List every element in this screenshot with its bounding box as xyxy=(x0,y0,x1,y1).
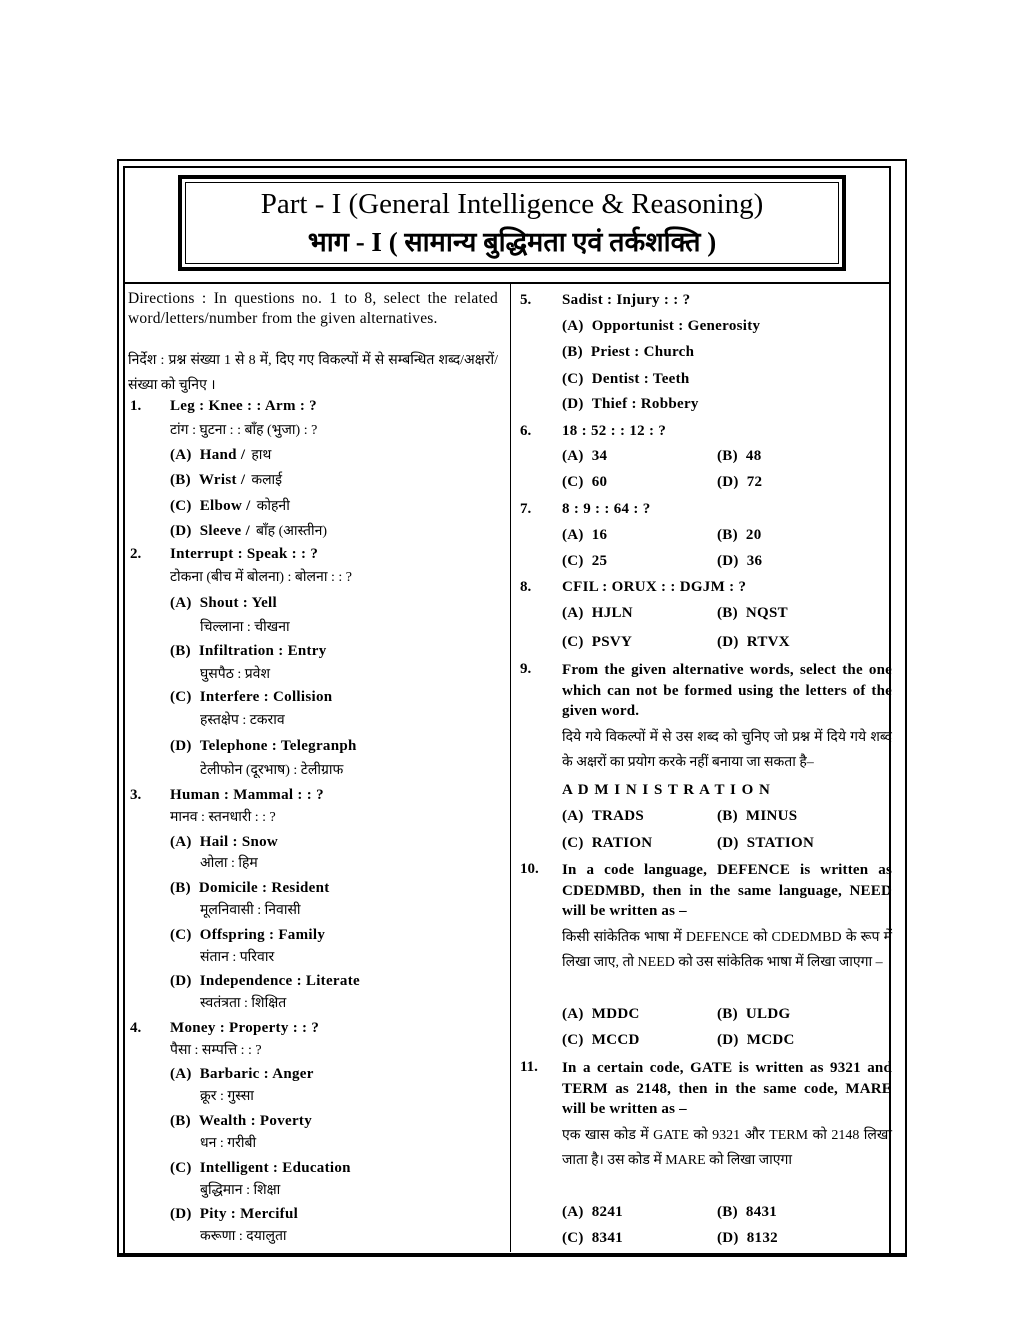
question-number: 9. xyxy=(520,661,532,677)
option-text-hi: क्रूर : गुस्सा xyxy=(200,1089,254,1104)
option-label: (C) xyxy=(170,1160,192,1176)
option-text-hi: बाँह (आस्तीन) xyxy=(256,524,328,539)
option xyxy=(562,552,607,570)
option-text-en: Intelligent : Education xyxy=(199,1160,351,1176)
option-text-en: Offspring : Family xyxy=(199,927,326,943)
header-bottom-rule xyxy=(123,282,891,284)
option-text-en: MINUS xyxy=(745,808,798,824)
option-0 xyxy=(170,1065,314,1083)
question-text-en: In a code language, DEFENCE is written as CDEDMBD, then in the same language, NEED will be written as – xyxy=(562,862,892,919)
question-number: 8. xyxy=(520,579,532,595)
option xyxy=(717,834,814,852)
option xyxy=(562,1005,640,1023)
option-3 xyxy=(170,972,360,990)
option-label: (A) xyxy=(562,448,584,464)
option-text-en: Opportunist : Generosity xyxy=(591,318,761,334)
section-header-box xyxy=(178,175,846,271)
question-text-hi: एक खास कोड में GATE को 9321 और TERM को 2148 लिखा जाता है। उस कोड में MARE को लिखा जाएगा xyxy=(562,1128,892,1168)
option-text-en: NQST xyxy=(745,605,788,621)
option-text-en: Hand / xyxy=(199,447,246,463)
option-2 xyxy=(170,688,332,706)
option-text-en: Interfere : Collision xyxy=(199,689,333,705)
question-text-hi: दिये गये विकल्पों में से उस शब्द को चुनिए जो प्रश्न में दिये गये शब्द के अक्षरों का प्रयोग करके नहीं बनाया जा सकता है– xyxy=(562,730,892,770)
option-label: (D) xyxy=(170,738,192,754)
question-text-hi: किसी सांकेतिक भाषा में DEFENCE को CDEDMBD के रूप में लिखा जाए, तो NEED को उस सांकेतिक भाषा में लिखा जाएगा – xyxy=(562,930,892,970)
question-text-en: Money : Property : : ? xyxy=(170,1020,320,1036)
option-2 xyxy=(170,497,290,516)
option-label: (C) xyxy=(170,498,192,514)
option-text-en: MDDC xyxy=(591,1006,640,1022)
option-0 xyxy=(170,833,278,851)
option-1 xyxy=(170,879,330,897)
option-label: (D) xyxy=(562,396,584,412)
option-text-en: RTVX xyxy=(746,634,790,650)
question-number: 3. xyxy=(130,787,142,803)
option xyxy=(717,633,790,651)
option-text-en: 48 xyxy=(745,448,762,464)
question-text-en: In a certain code, GATE is written as 9321 and TERM as 2148, then in the same code, MARE will be written as – xyxy=(562,1060,892,1117)
option-label: (C) xyxy=(562,474,584,490)
question-text-en: CFIL : ORUX : : DGJM : ? xyxy=(562,579,747,595)
option-label: (B) xyxy=(562,344,583,360)
option-text-en: 8132 xyxy=(746,1230,778,1246)
option xyxy=(562,1031,640,1049)
option-text-en: 16 xyxy=(591,527,608,543)
option-text-en: Dentist : Teeth xyxy=(591,371,690,387)
frame-bottom xyxy=(117,1253,907,1257)
option-label: (B) xyxy=(717,605,738,621)
column-divider xyxy=(510,284,511,1252)
question-number: 7. xyxy=(520,501,532,517)
option-label: (A) xyxy=(562,1006,584,1022)
option-text-en: 60 xyxy=(591,474,608,490)
option-text-en: Sleeve / xyxy=(199,523,251,539)
option-label: (A) xyxy=(562,318,584,334)
option-label: (D) xyxy=(717,474,739,490)
option-label: (A) xyxy=(170,595,192,611)
option-2 xyxy=(170,926,325,944)
option-text-en: Barbaric : Anger xyxy=(199,1066,314,1082)
option xyxy=(717,447,762,465)
option-text-hi: मूलनिवासी : निवासी xyxy=(200,903,301,918)
option-text-hi: स्वतंत्रता : शिक्षित xyxy=(200,996,287,1011)
option-text-hi: धन : गरीबी xyxy=(200,1136,257,1151)
option-text-en: RATION xyxy=(591,835,653,851)
option-text-en: Domicile : Resident xyxy=(198,880,330,896)
option-label: (C) xyxy=(170,689,192,705)
option-text-hi: हस्तक्षेप : टकराव xyxy=(200,713,285,728)
option-label: (B) xyxy=(170,1113,191,1129)
option-text-en: Telephone : Telegranph xyxy=(199,738,357,754)
option-text-hi: करूणा : दयालुता xyxy=(200,1229,287,1244)
option-text-hi: टेलीफोन (दूरभाष) : टेलीग्राफ xyxy=(200,763,344,778)
frame-left-outer xyxy=(117,159,119,1257)
option xyxy=(562,834,652,852)
option-label: (C) xyxy=(562,553,584,569)
question-text-hi: पैसा : सम्पत्ति : : ? xyxy=(170,1043,262,1058)
option-label: (B) xyxy=(717,448,738,464)
option-label: (C) xyxy=(562,1230,584,1246)
frame-right-outer xyxy=(905,159,907,1257)
question-number: 10. xyxy=(520,861,539,877)
option-label: (D) xyxy=(717,553,739,569)
option-text-hi: बुद्धिमान : शिक्षा xyxy=(200,1183,281,1198)
question-text-en: Leg : Knee : : Arm : ? xyxy=(170,398,317,414)
option-label: (D) xyxy=(717,835,739,851)
option-label: (C) xyxy=(562,634,584,650)
option-1 xyxy=(170,1112,312,1130)
option-text-en: Elbow / xyxy=(199,498,251,514)
option-text-en: 34 xyxy=(591,448,608,464)
option xyxy=(717,552,762,570)
option xyxy=(717,1031,795,1049)
option-text-en: Infiltration : Entry xyxy=(198,643,327,659)
option-label: (D) xyxy=(717,1230,739,1246)
option-label: (C) xyxy=(562,835,584,851)
option-label: (C) xyxy=(170,927,192,943)
option-text-en: MCCD xyxy=(591,1032,640,1048)
option-label: (B) xyxy=(717,808,738,824)
option xyxy=(562,807,644,825)
option-label: (D) xyxy=(170,1206,192,1222)
option xyxy=(562,343,694,361)
option-1 xyxy=(170,642,327,660)
question-text-en: 8 : 9 : : 64 : ? xyxy=(562,501,651,517)
option-text-hi: घुसपैठ : प्रवेश xyxy=(200,667,270,682)
question-number: 2. xyxy=(130,546,142,562)
option-label: (B) xyxy=(170,880,191,896)
question-number: 11. xyxy=(520,1059,538,1075)
directions-hi: निर्देश : प्रश्न संख्या 1 से 8 में, दिए गए विकल्पों में से सम्बन्धित शब्द/अक्षरों/संख्या को चुनिए । xyxy=(128,353,498,393)
option-label: (C) xyxy=(562,1032,584,1048)
option-label: (B) xyxy=(170,472,191,488)
option-text-hi: कोहनी xyxy=(256,499,290,514)
option xyxy=(562,317,760,335)
option xyxy=(562,604,633,622)
option xyxy=(562,370,690,388)
question-text-hi: मानव : स्तनधारी : : ? xyxy=(170,810,276,825)
question-number: 6. xyxy=(520,423,532,439)
option-0 xyxy=(170,594,277,612)
option-label: (D) xyxy=(717,634,739,650)
option-text-en: 8341 xyxy=(591,1230,623,1246)
option-label: (A) xyxy=(562,808,584,824)
option xyxy=(717,1005,790,1023)
option-text-hi: कलाई xyxy=(251,473,283,488)
option-3 xyxy=(170,737,357,755)
option xyxy=(717,473,762,491)
option-0 xyxy=(170,446,271,465)
option-text-en: Priest : Church xyxy=(590,344,695,360)
option-label: (D) xyxy=(170,523,192,539)
option-text-en: Independence : Literate xyxy=(199,973,360,989)
option-text-en: Wealth : Poverty xyxy=(198,1113,313,1129)
option-label: (A) xyxy=(170,1066,192,1082)
option xyxy=(562,473,607,491)
option-text-en: HJLN xyxy=(591,605,633,621)
option-text-en: STATION xyxy=(746,835,815,851)
option-text-en: TRADS xyxy=(591,808,645,824)
directions-en: Directions : In questions no. 1 to 8, select the related word/letters/number from the given alternatives. xyxy=(128,290,498,327)
option-label: (B) xyxy=(717,1006,738,1022)
option-text-hi: ओला : हिम xyxy=(200,856,258,871)
section-title-hi: भाग - I ( सामान्य बुद्धिमता एवं तर्कशक्ति ) xyxy=(307,227,717,257)
option-text-en: 8241 xyxy=(591,1204,623,1220)
option xyxy=(717,1229,778,1247)
option-label: (B) xyxy=(717,1204,738,1220)
given-word: A D M I N I S T R A T I O N xyxy=(562,782,771,798)
option xyxy=(562,633,632,651)
option xyxy=(717,526,762,544)
question-text-en: From the given alternative words, select the one which can not be formed using the letters of the given word. xyxy=(562,662,892,719)
option-text-en: 20 xyxy=(745,527,762,543)
option-2 xyxy=(170,1159,351,1177)
option-text-en: PSVY xyxy=(591,634,633,650)
option-label: (A) xyxy=(562,527,584,543)
question-text-hi: टांग : घुटना : : बाँह (भुजा) : ? xyxy=(170,423,318,438)
option-text-en: 25 xyxy=(591,553,608,569)
option-label: (A) xyxy=(170,447,192,463)
option-3 xyxy=(170,522,327,541)
option-label: (B) xyxy=(170,643,191,659)
question-text-en: Interrupt : Speak : : ? xyxy=(170,546,319,562)
question-number: 5. xyxy=(520,292,532,308)
option-label: (B) xyxy=(717,527,738,543)
question-text-en: 18 : 52 : : 12 : ? xyxy=(562,423,667,439)
option xyxy=(717,604,788,622)
option-text-en: ULDG xyxy=(745,1006,791,1022)
option-text-en: 72 xyxy=(746,474,763,490)
frame-left-inner xyxy=(123,166,125,1255)
option-label: (C) xyxy=(562,371,584,387)
option-label: (D) xyxy=(170,973,192,989)
question-text-hi: टोकना (बीच में बोलना) : बोलना : : ? xyxy=(170,570,352,585)
option xyxy=(717,1203,777,1221)
option-label: (A) xyxy=(170,834,192,850)
option-label: (D) xyxy=(717,1032,739,1048)
question-number: 4. xyxy=(130,1020,142,1036)
option-text-hi: चिल्लाना : चीखना xyxy=(200,620,290,635)
option xyxy=(562,1203,623,1221)
option xyxy=(562,1229,623,1247)
option xyxy=(717,807,797,825)
option-text-hi: हाथ xyxy=(251,448,272,463)
option-text-en: Shout : Yell xyxy=(199,595,277,611)
option-label: (A) xyxy=(562,605,584,621)
option-text-en: MCDC xyxy=(746,1032,795,1048)
question-number: 1. xyxy=(130,398,142,414)
question-text-en: Sadist : Injury : : ? xyxy=(562,292,691,308)
option-text-en: Thief : Robbery xyxy=(591,396,699,412)
option xyxy=(562,395,699,413)
option-text-en: 8431 xyxy=(745,1204,778,1220)
option-text-hi: संतान : परिवार xyxy=(200,950,275,965)
option xyxy=(562,526,607,544)
option xyxy=(562,447,607,465)
frame-top xyxy=(117,159,907,161)
option-label: (A) xyxy=(562,1204,584,1220)
option-text-en: Hail : Snow xyxy=(199,834,279,850)
option-text-en: Pity : Merciful xyxy=(199,1206,299,1222)
option-1 xyxy=(170,471,282,490)
option-3 xyxy=(170,1205,298,1223)
section-title-en: Part - I (General Intelligence & Reasoning) xyxy=(260,188,764,220)
option-text-en: Wrist / xyxy=(198,472,246,488)
frame-inner-top xyxy=(123,166,891,168)
option-text-en: 36 xyxy=(746,553,763,569)
question-text-en: Human : Mammal : : ? xyxy=(170,787,324,803)
